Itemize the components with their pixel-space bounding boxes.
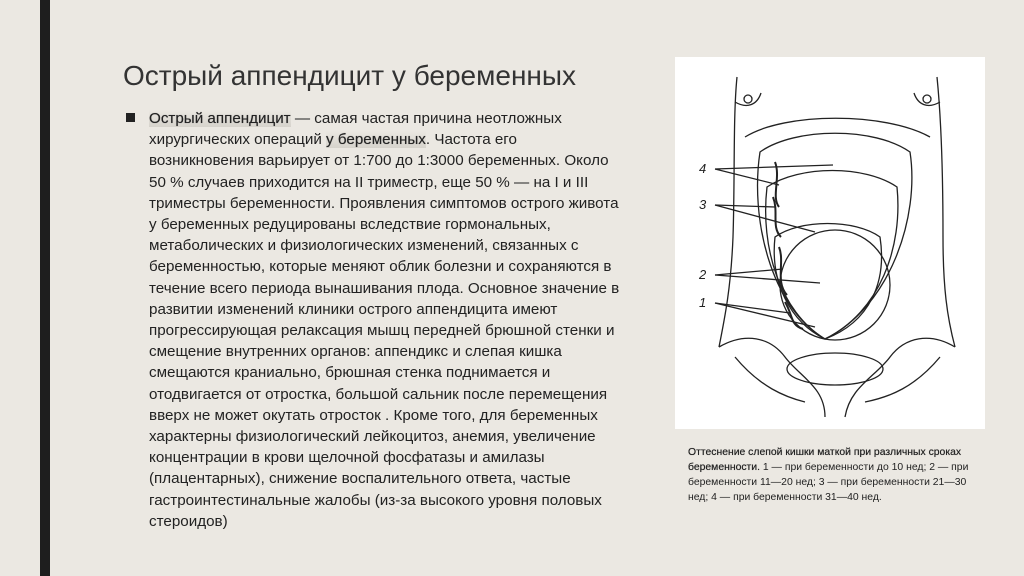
pelvis-left xyxy=(719,338,825,417)
cecum-position-1 xyxy=(785,302,803,329)
body-part1: — самая частая причина неотложных хирургических операций xyxy=(149,110,562,149)
pelvic-inner-left xyxy=(735,357,805,402)
left-nipple-shape xyxy=(744,95,752,103)
caption-lead: Оттеснение слепой кишки маткой при различных сроках беременности. xyxy=(688,447,962,473)
anatomy-figure xyxy=(675,57,985,429)
uterus-displacement-diagram xyxy=(675,57,985,429)
square-bullet-icon xyxy=(126,113,135,122)
leader-line-2b xyxy=(715,275,820,283)
body-lead-term: Острый аппендицит xyxy=(149,110,291,127)
leader-line-4a xyxy=(715,165,833,169)
leader-line-4b xyxy=(715,169,779,185)
uterus-outline-3 xyxy=(766,171,898,340)
figure-caption xyxy=(688,445,978,505)
accent-bar xyxy=(40,0,50,576)
body-paragraph xyxy=(149,108,626,532)
caption-rest: 1 — при беременности до 10 нед; 2 — при беременности 11—20 нед; 3 — при беременности 21—30 нед; 4 — при беременности 31—40 нед. xyxy=(688,462,969,503)
body-highlight-term: у беременных xyxy=(326,131,426,149)
label-3: 3 xyxy=(699,197,707,212)
pelvis-right xyxy=(845,338,955,417)
leader-line-1b xyxy=(715,303,815,327)
pelvic-inner-right xyxy=(865,357,940,402)
bullet-item xyxy=(126,108,626,532)
body-rest: . Частота его возникновения варьирует от 1:700 до 1:3000 беременных. Около 50 % случаев приходится на II триместр, еще 50 % — на I и III триместры беременности. Проявления симптомов острого живота у беременных редуцированы вследствие гормональных, метаболических и физиологических изменений, связанных с беременностью, которые меняют облик болезни и сохраняются в течение всего периода вынашивания плода. Основное значение в развитии изменений клиники острого аппендицита имеют прогрессирующая релаксация мышц передней брюшной стенки и смещение внутренних органов: аппендикс и слепая кишка смещаются краниально, брюшная стенка поднимается и отодвигается от отростка, большой сальник после перемещения вверх не может окутать отросток . Кроме того, для беременных характерны физиологический лейкоцитоз, анемия, увеличение концентрации в крови щелочной фосфатазы и амилазы (плацентарных), снижение воспалительного ответа, частые гастроинтестинальные жалобы (из-за высокого уровня половых стероидов) xyxy=(149,131,620,530)
torso-right-outline xyxy=(937,77,955,347)
label-2: 2 xyxy=(699,267,707,282)
rib-arch xyxy=(745,118,930,137)
slide-title: Острый аппендицит у беременных xyxy=(123,60,577,91)
label-1: 1 xyxy=(699,295,707,310)
pelvic-inlet xyxy=(787,353,883,385)
right-nipple-shape xyxy=(923,95,931,103)
uterus-outline-1 xyxy=(780,230,890,340)
label-4: 4 xyxy=(699,161,707,176)
